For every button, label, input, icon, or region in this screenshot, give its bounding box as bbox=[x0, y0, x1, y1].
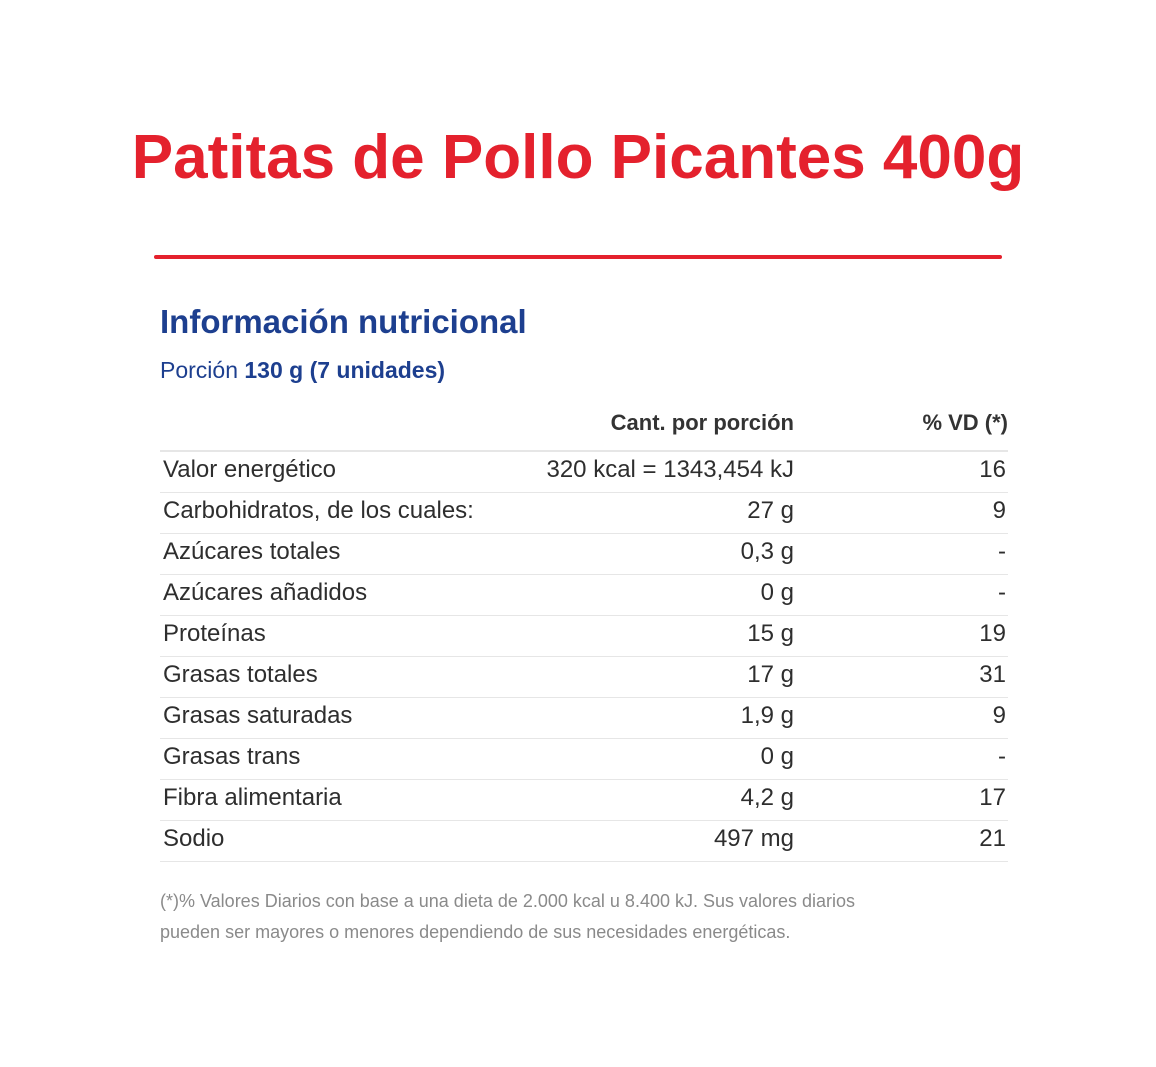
table-row bbox=[160, 616, 1008, 657]
portion-value: 130 g (7 unidades) bbox=[244, 357, 446, 383]
row-nutrient: Azúcares añadidos bbox=[163, 579, 368, 606]
table-row bbox=[160, 657, 1008, 698]
footnote-line-1: (*)% Valores Diarios con base a una dieta de 2.000 kcal u 8.400 kJ. Sus valores diarios bbox=[160, 891, 856, 911]
product-title: Patitas de Pollo Picantes 400g bbox=[131, 123, 1025, 192]
table-row bbox=[160, 739, 1008, 780]
row-amount: 0 g bbox=[760, 743, 794, 770]
portion-label: Porción bbox=[160, 357, 238, 383]
row-vd: 17 bbox=[979, 784, 1006, 811]
table-row bbox=[160, 575, 1008, 616]
row-vd: 9 bbox=[992, 497, 1006, 524]
row-nutrient: Grasas totales bbox=[163, 661, 318, 688]
header-amount: Cant. por porción bbox=[610, 410, 794, 435]
row-vd: 16 bbox=[979, 456, 1006, 483]
portion-line bbox=[160, 354, 445, 386]
row-amount: 1,9 g bbox=[740, 702, 794, 729]
footnote-line-2: pueden ser mayores o menores dependiendo de sus necesidades energéticas. bbox=[160, 922, 791, 942]
row-vd: 19 bbox=[979, 620, 1006, 647]
table-row bbox=[160, 452, 1008, 493]
row-amount: 0 g bbox=[760, 579, 794, 606]
row-nutrient: Valor energético bbox=[163, 456, 336, 483]
row-nutrient: Grasas trans bbox=[163, 743, 301, 770]
table-row bbox=[160, 534, 1008, 575]
row-nutrient: Proteínas bbox=[163, 620, 266, 647]
row-amount: 17 g bbox=[747, 661, 794, 688]
row-amount: 4,2 g bbox=[740, 784, 794, 811]
table-row bbox=[160, 493, 1008, 534]
header-vd: % VD (*) bbox=[922, 410, 1008, 435]
table-row bbox=[160, 821, 1008, 862]
title-divider bbox=[154, 255, 1002, 259]
nutrition-table bbox=[160, 408, 1008, 862]
row-amount: 27 g bbox=[747, 497, 794, 524]
daily-values-footnote bbox=[160, 886, 1020, 948]
row-nutrient: Fibra alimentaria bbox=[163, 784, 342, 811]
row-vd: 21 bbox=[979, 825, 1006, 852]
row-nutrient: Carbohidratos, de los cuales: bbox=[163, 497, 474, 524]
table-header bbox=[160, 408, 1008, 452]
table-row bbox=[160, 780, 1008, 821]
row-vd: - bbox=[998, 743, 1006, 770]
row-vd: 9 bbox=[992, 702, 1006, 729]
row-nutrient: Azúcares totales bbox=[163, 538, 341, 565]
row-vd: 31 bbox=[979, 661, 1006, 688]
row-amount: 0,3 g bbox=[740, 538, 794, 565]
row-vd: - bbox=[998, 538, 1006, 565]
row-amount: 497 mg bbox=[713, 825, 794, 852]
row-nutrient: Sodio bbox=[163, 825, 225, 852]
row-amount: 320 kcal = 1343,454 kJ bbox=[546, 456, 794, 483]
row-amount: 15 g bbox=[747, 620, 794, 647]
row-nutrient: Grasas saturadas bbox=[163, 702, 353, 729]
table-row bbox=[160, 698, 1008, 739]
nutrition-section-title: Información nutricional bbox=[160, 303, 527, 340]
row-vd: - bbox=[998, 579, 1006, 606]
